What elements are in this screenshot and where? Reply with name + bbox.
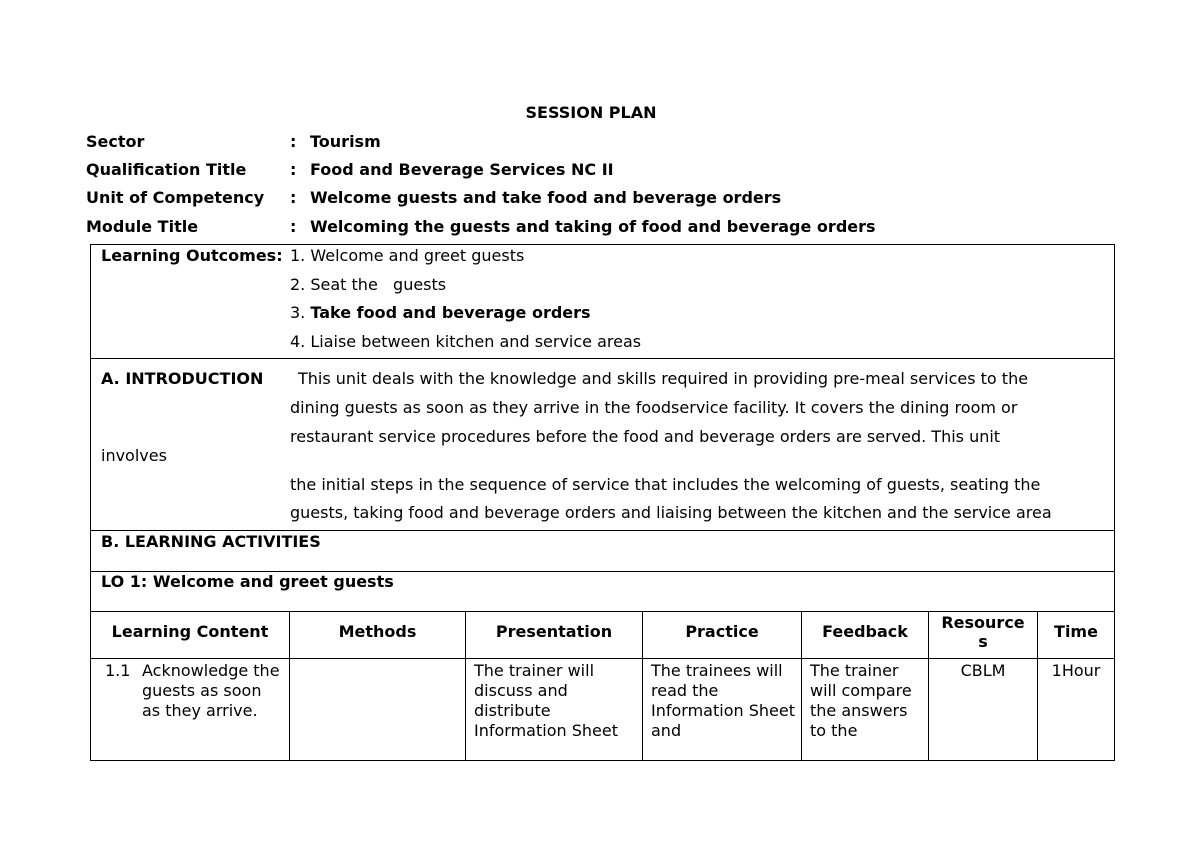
column-header-time: Time — [1054, 622, 1098, 641]
lo-title: LO 1: Welcome and greet guests — [101, 572, 394, 591]
outcome-number: 4. — [290, 332, 306, 351]
learning-activities-label: B. LEARNING ACTIVITIES — [101, 532, 321, 551]
time-cell: 1Hour — [1051, 661, 1101, 680]
introduction-label: A. INTRODUCTION — [101, 369, 264, 388]
page-title: SESSION PLAN — [525, 103, 657, 122]
learning-outcome-item — [290, 275, 446, 294]
module-title-value: Welcoming the guests and taking of food and beverage orders — [310, 217, 876, 236]
outcome-number: 3. — [290, 303, 306, 322]
module-title-label: Module Title — [86, 217, 199, 236]
introduction-line: guests, taking food and beverage orders and liaising between the kitchen and the service area — [290, 503, 1052, 522]
outcome-text: Seat the guests — [310, 275, 447, 294]
column-header-presentation: Presentation — [495, 622, 613, 641]
introduction-line: restaurant service procedures before the food and beverage orders are served. This unit — [290, 427, 1001, 446]
outcome-text: Take food and beverage orders — [310, 303, 591, 322]
learning-outcome-item — [290, 332, 641, 351]
column-header-practice: Practice — [685, 622, 759, 641]
sector-label: Sector — [86, 132, 145, 151]
qualification-title-value: Food and Beverage Services NC II — [310, 160, 614, 179]
unit-of-competency-colon: : — [290, 188, 297, 207]
column-header-learning-content: Learning Content — [111, 622, 269, 641]
unit-of-competency-label: Unit of Competency — [86, 188, 265, 207]
practice-cell: The trainees will read the Information Sheet and — [651, 661, 795, 740]
introduction-line: the initial steps in the sequence of service that includes the welcoming of guests, seating the — [290, 475, 1041, 494]
column-header-feedback: Feedback — [822, 622, 908, 641]
feedback-cell: The trainer will compare the answers to the — [810, 661, 912, 740]
divider-outcomes — [90, 358, 1115, 359]
column-header-methods: Methods — [338, 622, 417, 641]
introduction-line: dining guests as soon as they arrive in the foodservice facility. It covers the dining room or — [290, 398, 1018, 417]
sector-value: Tourism — [310, 132, 381, 151]
outcome-number: 2. — [290, 275, 306, 294]
divider-column-headers — [90, 658, 1115, 659]
introduction-line: This unit deals with the knowledge and skills required in providing pre-meal services to the — [298, 369, 1029, 388]
outcome-text: Welcome and greet guests — [310, 246, 525, 265]
learning-outcome-item — [290, 303, 591, 322]
unit-of-competency-value: Welcome guests and take food and beverage orders — [310, 188, 782, 207]
learning-outcome-item — [290, 246, 524, 265]
learning-content-cell: Acknowledge the guests as soon as they arrive. — [142, 661, 280, 720]
column-header-resources: Resource s — [941, 613, 1025, 651]
divider-lo-title — [90, 611, 1115, 612]
learning-outcomes-label: Learning Outcomes: — [101, 246, 283, 265]
divider-introduction — [90, 530, 1115, 531]
resources-cell: CBLM — [960, 661, 1006, 680]
qualification-title-colon: : — [290, 160, 297, 179]
qualification-title-label: Qualification Title — [86, 160, 247, 179]
outcome-text: Liaise between kitchen and service areas — [310, 332, 642, 351]
outcome-number: 1. — [290, 246, 306, 265]
introduction-line: involves — [101, 446, 167, 465]
sector-colon: : — [290, 132, 297, 151]
presentation-cell: The trainer will discuss and distribute Information Sheet — [474, 661, 618, 740]
content-number: 1.1 — [105, 661, 131, 680]
module-title-colon: : — [290, 217, 297, 236]
